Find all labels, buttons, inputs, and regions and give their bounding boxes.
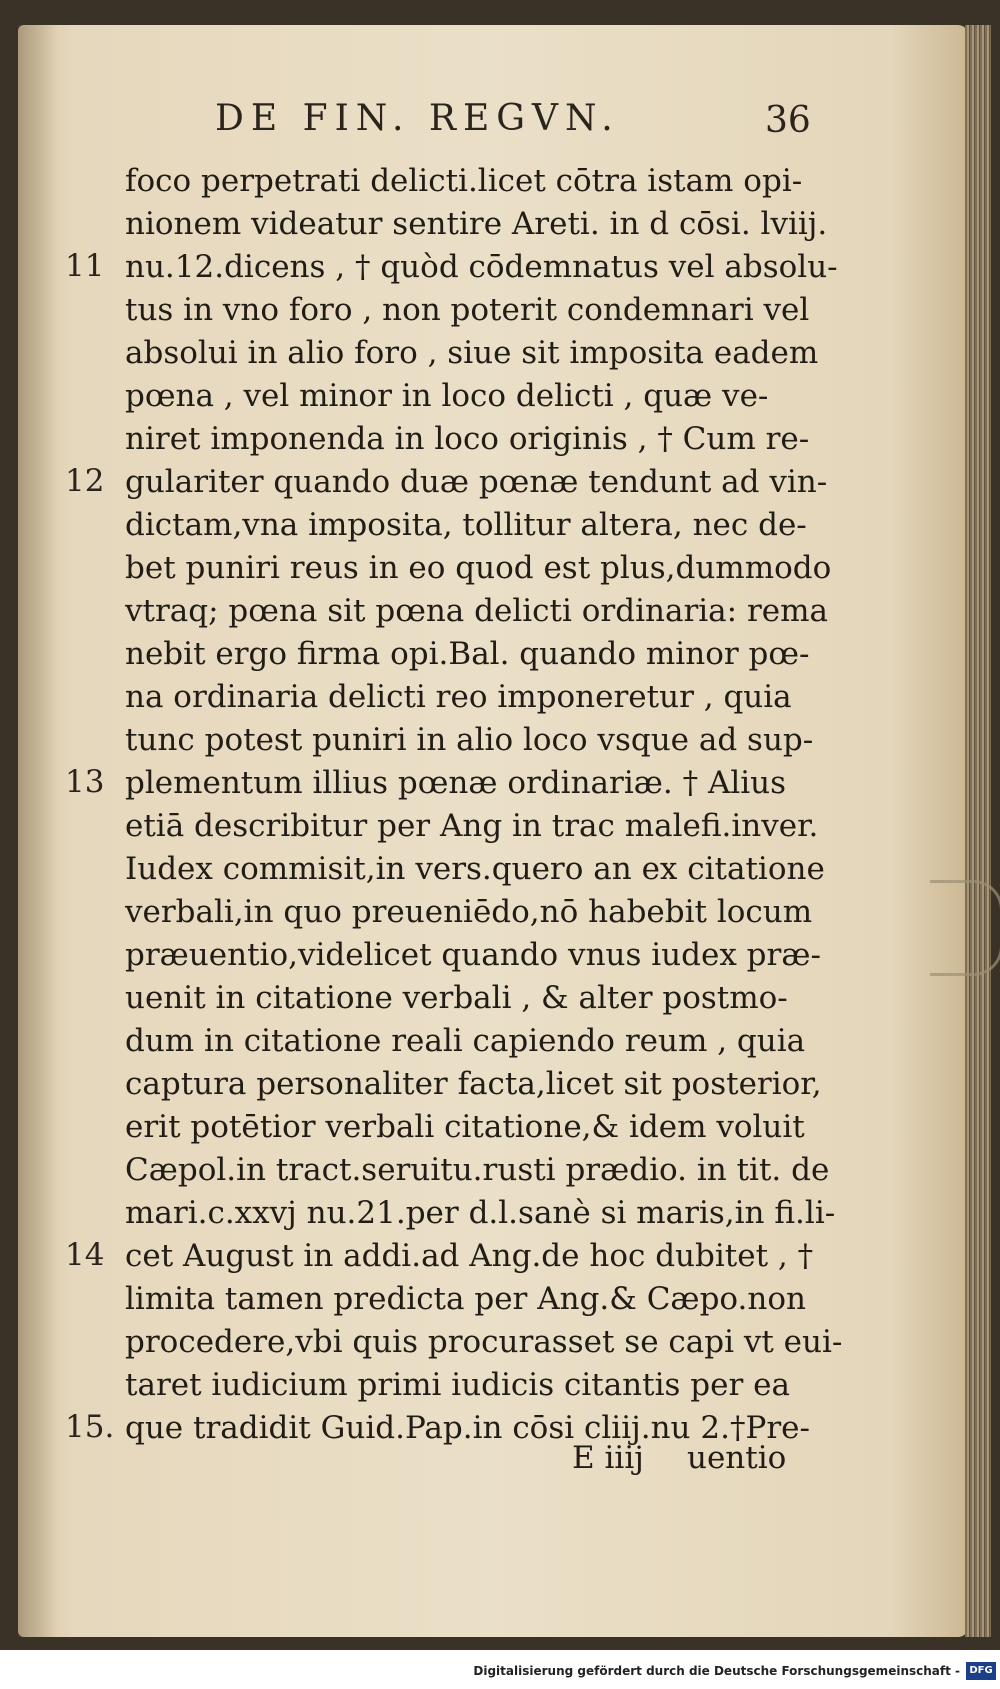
page-edges (965, 25, 991, 1637)
funding-credit: Digitalisierung gefördert durch die Deutsche Forschungsgemeinschaft - (473, 1664, 960, 1678)
text-line: nebit ergo firma opi.Bal. quando minor pœ- (125, 636, 810, 672)
marginal-number: 13 (65, 764, 105, 800)
text-line: bet puniri reus in eo quod est plus,dummodo (125, 550, 832, 586)
marginal-number: 14 (65, 1237, 105, 1273)
text-line: mari.c.xxvj nu.21.per d.l.sanè si maris,in fi.li- (125, 1195, 836, 1231)
page-number: 36 (765, 100, 811, 141)
gutter-shadow (18, 25, 58, 1637)
text-line: taret iudicium primi iudicis citantis per ea (125, 1367, 790, 1403)
text-line: na ordinaria delicti reo imponeretur , quia (125, 679, 792, 715)
footer-bar (0, 1655, 1000, 1689)
dfg-logo: DFG (966, 1662, 996, 1680)
text-line: dictam,vna imposita, tollitur altera, nec de- (125, 507, 807, 543)
signature-mark: E iiij (572, 1440, 644, 1476)
text-line: nu.12.dicens , † quòd cōdemnatus vel absolu- (125, 249, 838, 285)
text-line: etiā describitur per Ang in trac malefi.inver. (125, 808, 819, 844)
catchword: uentio (687, 1440, 787, 1476)
text-line: uenit in citatione verbali , & alter postmo- (125, 980, 788, 1016)
text-line: gulariter quando duæ pœnæ tendunt ad vin- (125, 464, 828, 500)
text-line: absolui in alio foro , siue sit imposita eadem (125, 335, 819, 371)
signature-line (572, 1440, 832, 1483)
text-line: captura personaliter facta,licet sit posterior, (125, 1066, 822, 1102)
text-line: tus in vno foro , non poterit condemnari vel (125, 292, 810, 328)
marginal-number: 15. (65, 1409, 115, 1445)
running-title: DE FIN. REGVN. (215, 98, 620, 139)
text-line: procedere,vbi quis procurasset se capi vt eui- (125, 1324, 843, 1360)
marginal-number: 11 (65, 248, 105, 284)
body-text (125, 160, 843, 1450)
text-line: nionem videatur sentire Areti. in d cōsi. lviij. (125, 206, 828, 242)
text-line: verbali,in quo preueniēdo,nō habebit locum (125, 894, 813, 930)
text-line: dum in citatione reali capiendo reum , quia (125, 1023, 806, 1059)
text-line: cet August in addi.ad Ang.de hoc dubitet , † (125, 1238, 814, 1274)
text-line: Iudex commisit,in vers.quero an ex citatione (125, 851, 825, 887)
text-line: tunc potest puniri in alio loco vsque ad sup- (125, 722, 814, 758)
text-line: Cæpol.in tract.seruitu.rusti prædio. in tit. de (125, 1152, 830, 1188)
text-line: que tradidit Guid.Pap.in cōsi cliij.nu 2.†Pre- (125, 1410, 810, 1446)
marginal-number: 12 (65, 463, 105, 499)
text-line: erit potētior verbali citatione,& idem voluit (125, 1109, 805, 1145)
page-header (215, 98, 815, 148)
text-line: plementum illius pœnæ ordinariæ. † Alius (125, 765, 787, 801)
text-line: limita tamen predicta per Ang.& Cæpo.non (125, 1281, 806, 1317)
text-line: niret imponenda in loco originis , † Cum re- (125, 421, 810, 457)
text-line: vtraq; pœna sit pœna delicti ordinaria: rema (125, 593, 828, 629)
page-clip (930, 880, 1000, 976)
text-line: foco perpetrati delicti.licet cōtra istam opi- (125, 163, 803, 199)
text-line: pœna , vel minor in loco delicti , quæ ve- (125, 378, 769, 414)
text-line: præuentio,videlicet quando vnus iudex præ- (125, 937, 821, 973)
